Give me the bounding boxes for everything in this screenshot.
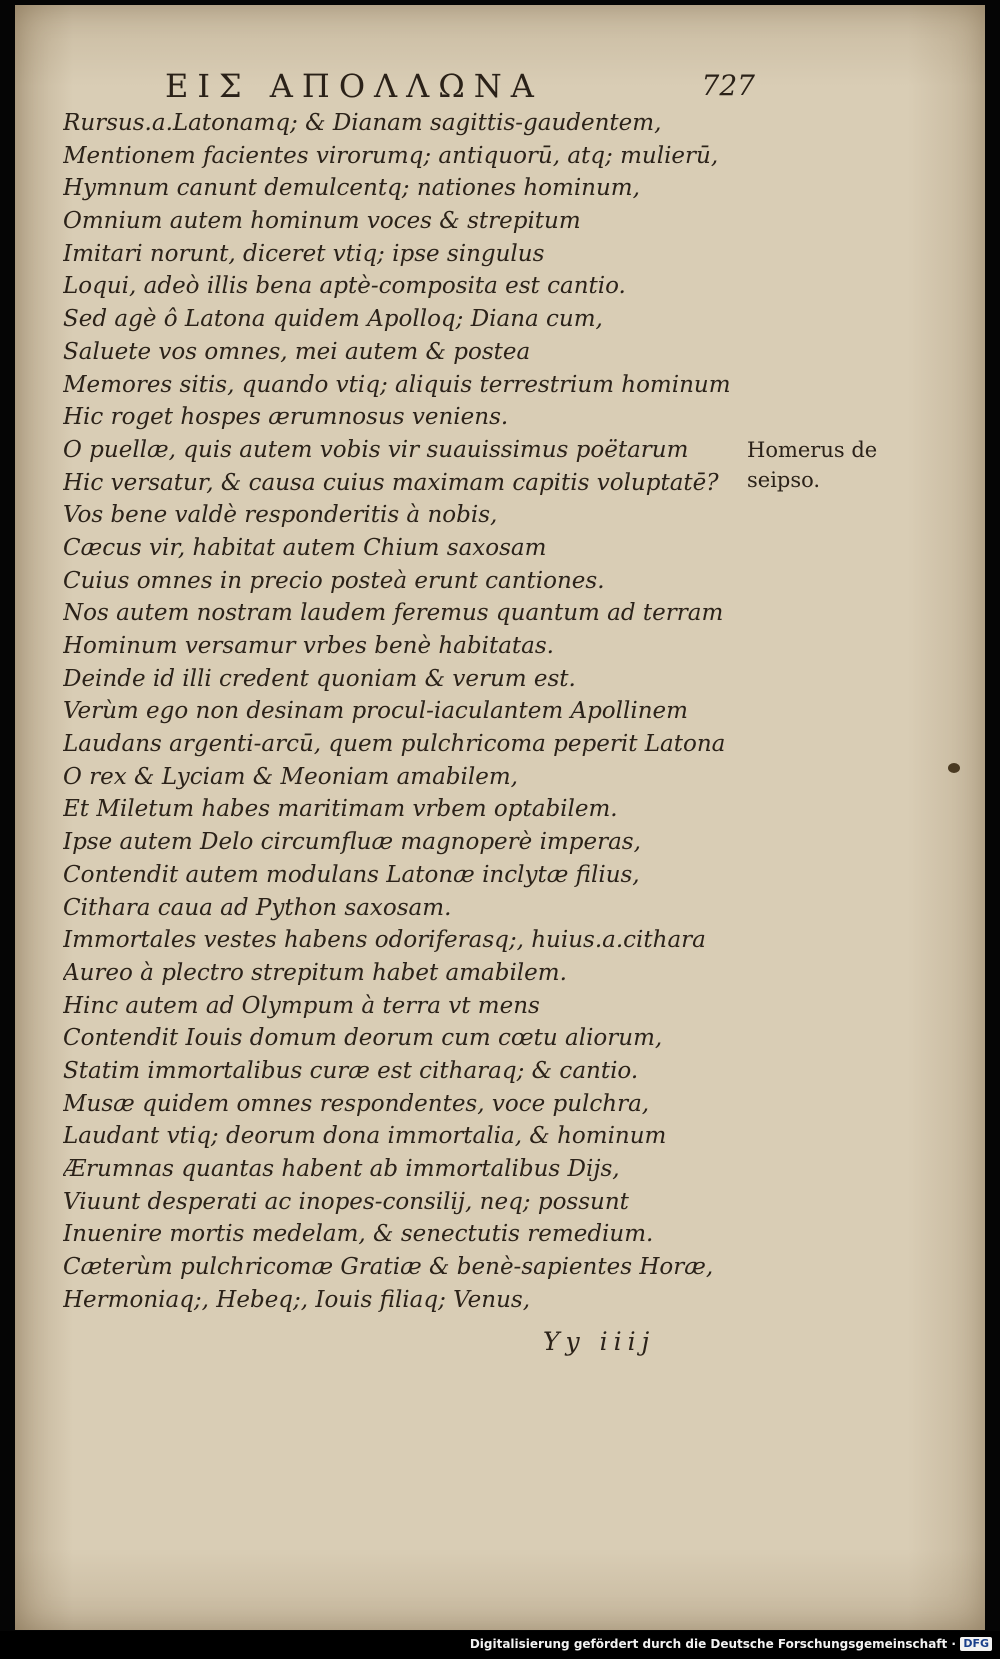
verse-text-block [63, 107, 743, 1316]
verse-line: Memores sitis, quando vtiq; aliquis terrestrium hominum [63, 371, 731, 398]
verse-line: Rursus.a.Latonamq; & Dianam sagittis-gaudentem, [63, 110, 662, 136]
funding-credit: Digitalisierung gefördert durch die Deutsche Forschungsgemeinschaft · [469, 1637, 956, 1651]
verse-line: Et Miletum habes maritimam vrbem optabilem. [63, 796, 618, 823]
dfg-logo-icon: DFG [960, 1637, 992, 1651]
verse-line: Verùm ego non desinam procul-iaculantem Apollinem [63, 698, 688, 725]
verse-line: Cæcus vir, habitat autem Chium saxosam [63, 534, 547, 561]
verse-line: Hic roget hospes ærumnosus veniens. [63, 404, 509, 431]
verse-line: Deinde id illi credent quoniam & verum est. [63, 665, 576, 692]
verse-line: Mentionem facientes virorumq; antiquorū, atq; mulierū, [63, 142, 719, 169]
verse-line: Hermoniaq;, Hebeq;, Iouis filiaq; Venus, [63, 1286, 531, 1313]
verse-line: Musæ quidem omnes respondentes, voce pulchra, [63, 1090, 650, 1117]
verse-line: Laudans argenti-arcū, quem pulchricoma peperit Latona [63, 731, 726, 758]
marginal-note-line: seipso. [747, 468, 821, 492]
book-page [15, 5, 985, 1630]
marginal-note-line: Homerus de [747, 438, 878, 462]
verse-line: Contendit autem modulans Latonæ inclytæ filius, [63, 861, 640, 888]
verse-line: Ærumnas quantas habent ab immortalibus Dijs, [63, 1156, 620, 1182]
verse-line: Loqui, adeò illis bena aptè-composita est cantio. [63, 273, 626, 300]
verse-line: Hic versatur, & causa cuius maximam capitis voluptatē? [63, 469, 719, 496]
page-header [165, 67, 755, 111]
verse-line: Imitari norunt, diceret vtiq; ipse singulus [63, 240, 545, 267]
verse-line: Hinc autem ad Olympum à terra vt mens [63, 992, 540, 1019]
verse-line: Aureo à plectro strepitum habet amabilem. [63, 959, 567, 986]
running-title: ΕΙΣ ΑΠΟΛΛΩΝΑ [165, 67, 543, 105]
paper-stain [948, 763, 960, 773]
verse-line: Hominum versamur vrbes benè habitatas. [63, 633, 554, 659]
verse-line: Cæterùm pulchricomæ Gratiæ & benè-sapientes Horæ, [63, 1254, 714, 1281]
verse-line: Contendit Iouis domum deorum cum cœtu aliorum, [63, 1025, 663, 1052]
verse-line: Omnium autem hominum voces & strepitum [63, 208, 581, 235]
verse-line: Inuenire mortis medelam, & senectutis remedium. [63, 1221, 654, 1248]
verse-line: Hymnum canunt demulcentq; nationes hominum, [63, 175, 640, 202]
signature-mark: Yy iiij [543, 1327, 656, 1356]
footer-bar [0, 1631, 1000, 1659]
verse-line: Saluete vos omnes, mei autem & postea [63, 338, 531, 365]
verse-line: Cithara caua ad Python saxosam. [63, 894, 452, 921]
verse-line: Statim immortalibus curæ est citharaq; & cantio. [63, 1057, 639, 1084]
verse-line: Ipse autem Delo circumfluæ magnoperè imperas, [63, 829, 641, 856]
verse-line: Vos bene valdè responderitis à nobis, [63, 502, 498, 529]
verse-line: Viuunt desperati ac inopes-consilij, neq; possunt [63, 1188, 629, 1215]
verse-line: O rex & Lyciam & Meoniam amabilem, [63, 763, 518, 790]
verse-line: Nos autem nostram laudem feremus quantum ad terram [63, 600, 724, 627]
verse-line: Immortales vestes habens odoriferasq;, huius.a.cithara [63, 927, 706, 954]
verse-line: O puellæ, quis autem vobis vir suauissimus poëtarum [63, 436, 689, 463]
verse-line: Sed agè ô Latona quidem Apolloq; Diana cum, [63, 306, 603, 333]
verse-line: Cuius omnes in precio posteà erunt cantiones. [63, 567, 605, 594]
marginal-note [747, 435, 917, 495]
verse-line: Laudant vtiq; deorum dona immortalia, & hominum [63, 1123, 667, 1150]
page-number: 727 [701, 69, 755, 102]
